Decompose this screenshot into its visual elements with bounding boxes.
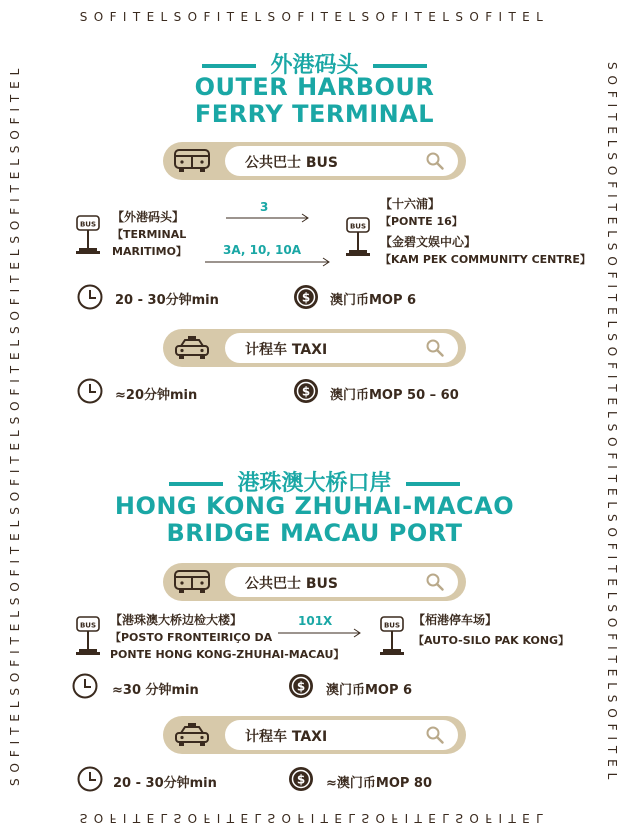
s2-to-1-cn: 【栢港停车场】 <box>413 613 498 627</box>
clock-icon <box>77 378 103 404</box>
s1-to-1-en: 【PONTE 16】 <box>380 215 463 228</box>
title-dash-left <box>202 64 256 68</box>
s2-bus-time: ≈30 分钟min <box>112 683 199 698</box>
s2-from-en-1: 【POSTO FRONTEIRIÇO DA <box>110 631 273 644</box>
bus-stop-sign-icon <box>346 217 370 257</box>
taxi-bar-1-label: 计程车 TAXI <box>245 342 328 358</box>
s1-taxi-fare: 澳门币MOP 50 – 60 <box>330 388 459 403</box>
s2-to-stop <box>413 612 569 649</box>
border-bottom-text: SOFITELSOFITELSOFITELSOFITELSOFITEL <box>79 811 550 825</box>
bus-bar-2-field <box>225 567 458 597</box>
s2-bus-fare: 澳门币MOP 6 <box>326 683 413 698</box>
s1-from-cn: 【外港码头】 <box>112 210 185 224</box>
section-1-title-en-line2: FERRY TERMINAL <box>194 100 435 128</box>
route-arrow-icon <box>205 257 331 267</box>
title-dash-left <box>169 482 223 486</box>
clock-icon <box>77 766 103 792</box>
border-right-text: SOFITELSOFITELSOFITELSOFITELSOFITELSOFITELSOFITELSOFITEL <box>605 62 619 786</box>
s2-route-1 <box>278 614 362 640</box>
dollar-icon <box>288 673 314 699</box>
bus-bar-2-label: 公共巴士 BUS <box>245 576 338 592</box>
bus-bar-1[interactable] <box>163 142 466 180</box>
bus-icon <box>173 148 211 174</box>
clock-icon <box>72 673 98 699</box>
search-icon <box>426 726 444 744</box>
s1-route-2-number: 3A, 10, 10A <box>223 243 302 257</box>
section-1-title-en <box>0 74 629 128</box>
s1-to-1-cn: 【十六浦】 <box>380 197 441 211</box>
s1-from-stop <box>112 209 187 260</box>
taxi-bar-1-field <box>225 333 458 363</box>
taxi-bar-2-field <box>225 720 458 750</box>
section-2-title-en-line1: HONG KONG ZHUHAI-MACAO <box>114 492 515 520</box>
s2-from-en-2: PONTE HONG KONG-ZHUHAI-MACAU】 <box>110 648 345 661</box>
clock-icon <box>77 284 103 310</box>
s1-taxi-time: ≈20分钟min <box>115 388 198 403</box>
taxi-bar-1[interactable] <box>163 329 466 367</box>
s1-to-2-en: 【KAM PEK COMMUNITY CENTRE】 <box>380 253 591 266</box>
s1-bus-fare: 澳门币MOP 6 <box>330 293 417 308</box>
s2-from-cn: 【港珠澳大桥边检大楼】 <box>110 613 243 627</box>
dollar-icon <box>293 378 319 404</box>
route-arrow-icon <box>226 213 310 223</box>
s1-route-2 <box>205 243 331 269</box>
title-dash-right <box>373 64 427 68</box>
bus-bar-1-label: 公共巴士 BUS <box>245 155 338 171</box>
taxi-icon <box>173 335 211 361</box>
bus-stop-sign-icon <box>380 616 404 656</box>
s2-taxi-fare: ≈澳门币MOP 80 <box>326 776 433 791</box>
taxi-bar-2[interactable] <box>163 716 466 754</box>
section-2-title-en-line2: BRIDGE MACAU PORT <box>166 519 463 547</box>
taxi-bar-2-label: 计程车 TAXI <box>245 729 328 745</box>
section-2-title-en <box>0 493 629 547</box>
s1-to-2-cn: 【金碧文娱中心】 <box>380 235 477 249</box>
route-arrow-icon <box>278 628 362 638</box>
s1-from-en-1: 【TERMINAL <box>112 228 187 241</box>
section-1-title-cn-text: 外港码头 <box>270 53 359 78</box>
s1-to-stops <box>380 196 591 268</box>
s2-to-1-en: 【AUTO-SILO PAK KONG】 <box>413 634 570 647</box>
bus-bar-1-field <box>225 146 458 176</box>
s1-route-1-number: 3 <box>260 200 269 214</box>
search-icon <box>426 573 444 591</box>
section-1-title-en-line1: OUTER HARBOUR <box>194 73 435 101</box>
border-top-text: SOFITELSOFITELSOFITELSOFITELSOFITEL <box>79 10 550 24</box>
s1-from-en-2: MARITIMO】 <box>112 245 187 258</box>
taxi-icon <box>173 722 211 748</box>
s1-bus-time: 20 - 30分钟min <box>115 293 219 308</box>
title-dash-right <box>406 482 460 486</box>
dollar-icon <box>288 766 314 792</box>
bus-bar-2[interactable] <box>163 563 466 601</box>
border-left-text: SOFITELSOFITELSOFITELSOFITELSOFITELSOFITELSOFITELSOFITEL <box>8 62 22 786</box>
s1-route-1 <box>226 200 310 224</box>
bus-stop-sign-icon <box>76 215 100 255</box>
search-icon <box>426 152 444 170</box>
bus-icon <box>173 569 211 595</box>
s2-taxi-time: 20 - 30分钟min <box>113 776 217 791</box>
search-icon <box>426 339 444 357</box>
s2-route-1-number: 101X <box>298 614 333 628</box>
dollar-icon <box>293 284 319 310</box>
bus-stop-sign-icon <box>76 616 100 656</box>
section-2-title-cn-text: 港珠澳大桥口岸 <box>237 471 392 496</box>
